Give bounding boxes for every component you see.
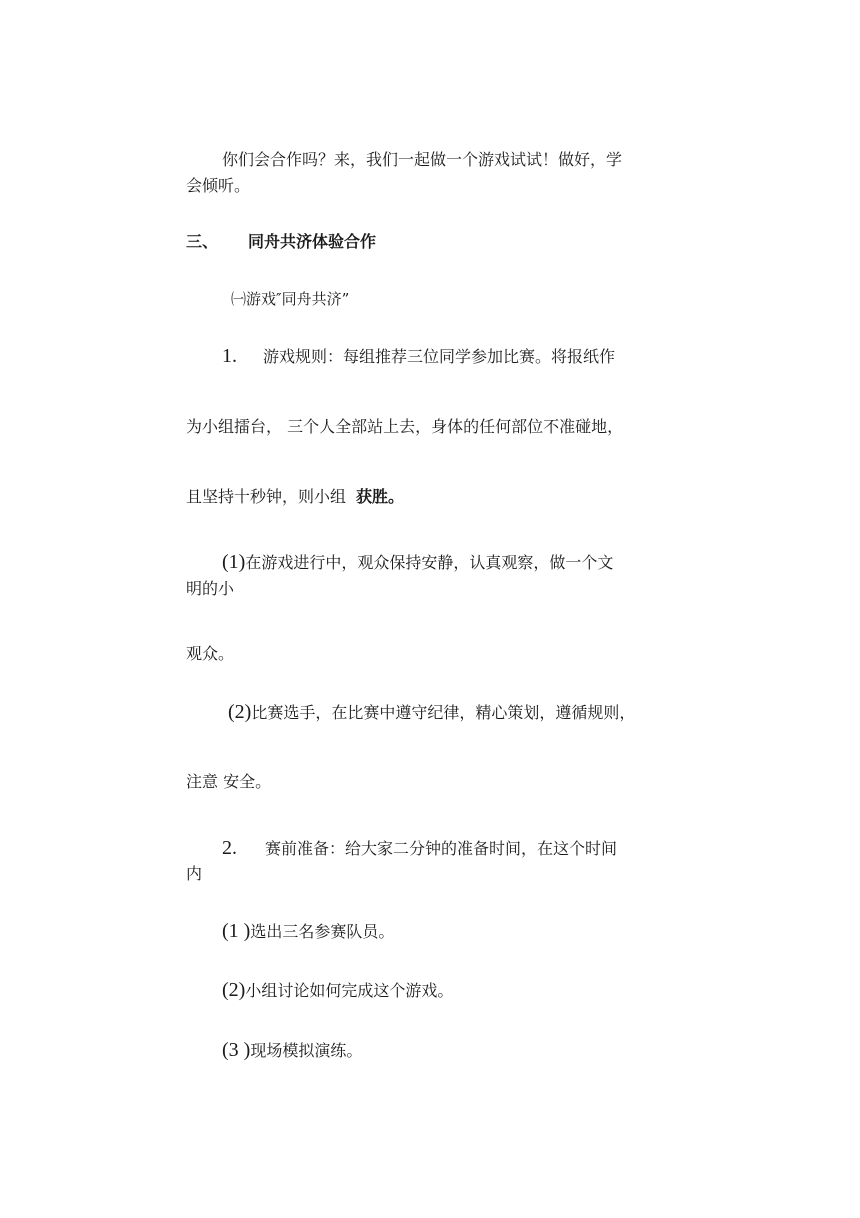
rule-1-line-1: 在游戏进行中，观众保持安静，认真观察，做一个文 <box>245 553 614 572</box>
item-1-number: 1. <box>222 345 237 367</box>
item-2 <box>222 835 722 862</box>
section-heading <box>186 229 686 255</box>
prep-step-3-text: 现场模拟演练。 <box>250 1041 363 1060</box>
rule-1 <box>222 549 722 576</box>
item-1-line-3 <box>186 484 686 510</box>
item-1-win-text: 获胜。 <box>356 487 405 506</box>
prep-step-2 <box>222 977 722 1004</box>
rule-2-number: (2) <box>228 701 252 723</box>
prep-step-3 <box>222 1037 722 1064</box>
rule-1-line-2: 明的小 <box>186 579 235 598</box>
item-1-line-3-text: 且坚持十秒钟，则小组 <box>186 487 347 506</box>
rule-2 <box>228 699 728 726</box>
section-number: 三、 <box>186 232 219 251</box>
rule-2-line-2: 注意 安全。 <box>186 772 272 791</box>
prep-step-3-number: (3 ) <box>222 1039 251 1061</box>
item-2-number: 2. <box>222 837 237 859</box>
game-heading: ㈠游戏″同舟共济” <box>231 290 350 308</box>
intro-line-2: 会倾听。 <box>186 176 251 195</box>
item-1-line-2: 为小组擂台， 三个人全部站上去，身体的任何部位不准碰地， <box>186 417 624 436</box>
item-1-line-1: 游戏规则：每组推荐三位同学参加比赛。将报纸作 <box>263 347 616 366</box>
rule-1-number: (1) <box>222 551 246 573</box>
prep-step-1-text: 选出三名参赛队员。 <box>250 922 395 941</box>
rule-2-line-1: 比赛选手，在比赛中遵守纪律，精心策划，遵循规则， <box>251 703 636 722</box>
item-1 <box>222 343 722 370</box>
prep-step-2-number: (2) <box>222 979 246 1001</box>
intro-line-1: 你们会合作吗？来，我们一起做一个游戏试试！做好，学 <box>222 150 623 169</box>
prep-step-1 <box>222 918 722 945</box>
section-title: 同舟共济体验合作 <box>248 232 377 251</box>
item-2-line-2: 内 <box>186 864 203 883</box>
rule-1-line-3: 观众。 <box>186 644 235 663</box>
prep-step-2-text: 小组讨论如何完成这个游戏。 <box>245 981 454 1000</box>
item-2-line-1: 赛前准备：给大家二分钟的准备时间，在这个时间 <box>265 839 618 858</box>
prep-step-1-number: (1 ) <box>222 920 251 942</box>
